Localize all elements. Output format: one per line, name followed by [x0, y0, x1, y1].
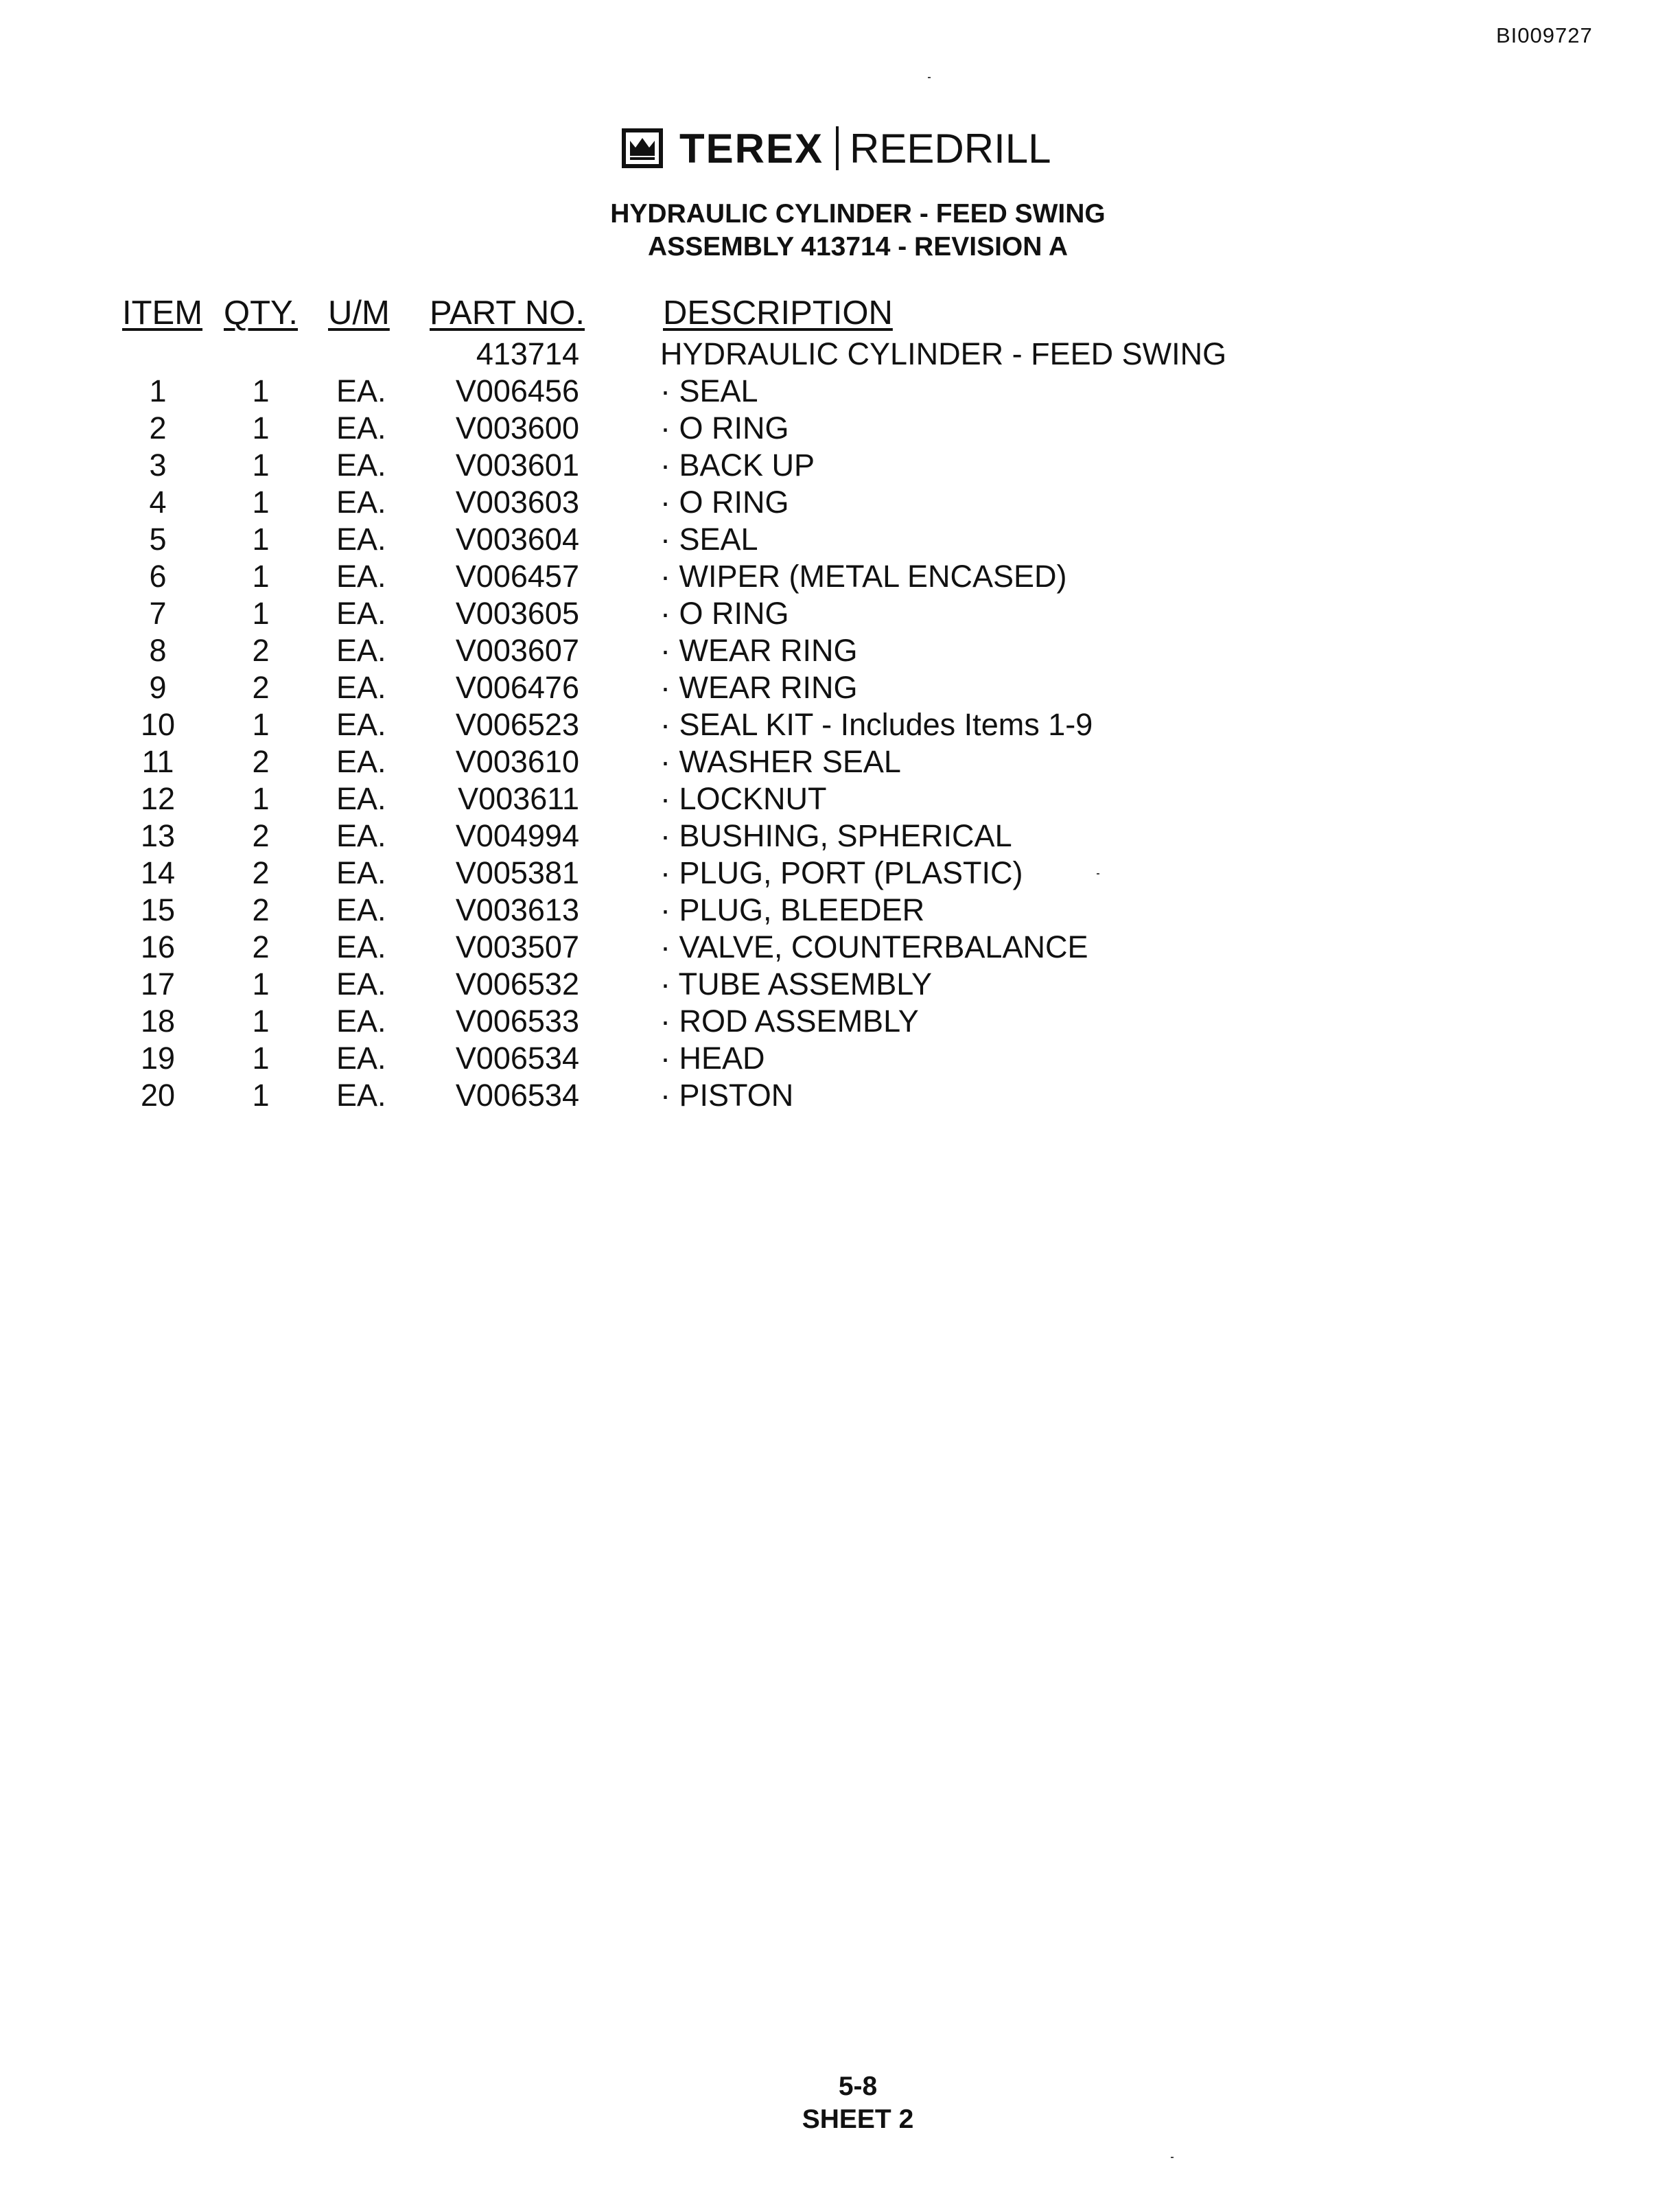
- part-number: V006533: [455, 1004, 579, 1039]
- unit-of-measure: EA.: [336, 929, 386, 964]
- part-description: · O RING: [660, 410, 789, 445]
- unit-of-measure: EA.: [336, 1041, 386, 1076]
- quantity: 2: [252, 892, 270, 927]
- item-number: 16: [140, 929, 176, 964]
- header-qty: QTY.: [224, 294, 299, 332]
- unit-of-measure: EA.: [336, 966, 386, 1001]
- page-subtitle: ASSEMBLY 413714 - REVISION A: [648, 232, 1068, 262]
- quantity: 1: [252, 1004, 270, 1039]
- quantity: 2: [252, 855, 270, 890]
- part-number: V003601: [455, 448, 579, 483]
- item-number: 14: [140, 855, 176, 890]
- table-row: [0, 966, 1680, 1004]
- table-row: [0, 448, 1680, 485]
- unit-of-measure: EA.: [336, 892, 386, 927]
- part-number: V006534: [455, 1041, 579, 1076]
- quantity: 1: [252, 596, 270, 631]
- header-item: ITEM: [122, 294, 203, 332]
- unit-of-measure: EA.: [336, 522, 386, 557]
- item-number: 11: [141, 744, 174, 779]
- quantity: 2: [252, 633, 270, 668]
- item-number: 18: [140, 1004, 176, 1039]
- part-number: V003605: [455, 596, 579, 631]
- unit-of-measure: EA.: [336, 410, 386, 445]
- item-number: 7: [149, 596, 167, 631]
- part-number: V006456: [455, 373, 579, 408]
- unit-of-measure: EA.: [336, 373, 386, 408]
- page-number: 5-8: [838, 2072, 878, 2101]
- part-number: V003604: [455, 522, 579, 557]
- table-row: [0, 1004, 1680, 1041]
- part-description: · HEAD: [660, 1041, 765, 1076]
- table-row: [0, 485, 1680, 522]
- part-description: · WASHER SEAL: [660, 744, 901, 779]
- item-number: 10: [140, 707, 176, 742]
- part-description: · PLUG, PORT (PLASTIC): [660, 855, 1023, 890]
- table-row: [0, 744, 1680, 781]
- unit-of-measure: EA.: [336, 596, 386, 631]
- terex-crown-icon: [622, 128, 663, 168]
- part-description: · ROD ASSEMBLY: [660, 1004, 919, 1039]
- item-number: 19: [140, 1041, 176, 1076]
- sheet-number: SHEET 2: [802, 2105, 914, 2134]
- table-row: [0, 855, 1680, 892]
- quantity: 1: [252, 1041, 270, 1076]
- table-row: [0, 1078, 1680, 1115]
- part-number: V003610: [455, 744, 579, 779]
- quantity: 1: [252, 485, 270, 520]
- document-id: BI009727: [1496, 23, 1593, 47]
- item-number: 15: [140, 892, 176, 927]
- item-number: 12: [140, 781, 176, 816]
- unit-of-measure: EA.: [336, 633, 386, 668]
- part-description: · SEAL KIT - Includes Items 1-9: [660, 707, 1093, 742]
- unit-of-measure: EA.: [336, 670, 386, 705]
- quantity: 1: [252, 1078, 270, 1113]
- table-row: [0, 929, 1680, 966]
- item-number: 20: [140, 1078, 176, 1113]
- table-row: [0, 410, 1680, 448]
- quantity: 2: [252, 929, 270, 964]
- quantity: 1: [252, 410, 270, 445]
- part-number: V003603: [455, 485, 579, 520]
- item-number: 3: [149, 448, 167, 483]
- quantity: 1: [252, 781, 270, 816]
- table-row: [0, 633, 1680, 670]
- item-number: 8: [149, 633, 167, 668]
- quantity: 1: [252, 522, 270, 557]
- brand-logo: [622, 122, 1051, 174]
- unit-of-measure: EA.: [336, 707, 386, 742]
- brand-secondary: REEDRILL: [850, 125, 1051, 172]
- part-number: V006457: [455, 559, 579, 594]
- table-row: [0, 1041, 1680, 1078]
- part-number: V003600: [455, 410, 579, 445]
- assembly-part-no: 413714: [476, 336, 579, 371]
- unit-of-measure: EA.: [336, 781, 386, 816]
- quantity: 2: [252, 818, 270, 853]
- scan-speck: [1171, 2157, 1174, 2158]
- part-description: · BACK UP: [660, 448, 815, 483]
- part-description: · PLUG, BLEEDER: [660, 892, 925, 927]
- part-description: · TUBE ASSEMBLY: [660, 966, 932, 1001]
- part-number: V003611: [458, 781, 579, 816]
- part-description: · VALVE, COUNTERBALANCE: [660, 929, 1088, 964]
- item-number: 4: [149, 485, 167, 520]
- unit-of-measure: EA.: [336, 448, 386, 483]
- part-description: · WIPER (METAL ENCASED): [660, 559, 1067, 594]
- item-number: 17: [140, 966, 176, 1001]
- item-number: 5: [149, 522, 167, 557]
- part-number: V006534: [455, 1078, 579, 1113]
- part-description: · WEAR RING: [660, 633, 858, 668]
- part-description: · PISTON: [660, 1078, 794, 1113]
- part-number: V003507: [455, 929, 579, 964]
- quantity: 1: [252, 966, 270, 1001]
- quantity: 2: [252, 670, 270, 705]
- assembly-row: [0, 336, 1680, 373]
- part-description: · BUSHING, SPHERICAL: [660, 818, 1012, 853]
- unit-of-measure: EA.: [336, 818, 386, 853]
- quantity: 1: [252, 559, 270, 594]
- unit-of-measure: EA.: [336, 559, 386, 594]
- table-row: [0, 559, 1680, 596]
- quantity: 1: [252, 707, 270, 742]
- part-description: · LOCKNUT: [660, 781, 827, 816]
- part-number: V006476: [455, 670, 579, 705]
- table-row: [0, 707, 1680, 744]
- quantity: 1: [252, 373, 270, 408]
- quantity: 1: [252, 448, 270, 483]
- table-row: [0, 892, 1680, 929]
- quantity: 2: [252, 744, 270, 779]
- header-part-no: PART NO.: [430, 294, 585, 332]
- brand-primary: TEREX: [679, 125, 824, 172]
- table-row: [0, 818, 1680, 855]
- item-number: 2: [149, 410, 167, 445]
- part-description: · O RING: [660, 596, 789, 631]
- unit-of-measure: EA.: [336, 485, 386, 520]
- unit-of-measure: EA.: [336, 1004, 386, 1039]
- table-row: [0, 373, 1680, 410]
- part-description: · O RING: [660, 485, 789, 520]
- page-title: HYDRAULIC CYLINDER - FEED SWING: [610, 199, 1106, 229]
- part-number: V006532: [455, 966, 579, 1001]
- part-description: · SEAL: [660, 522, 758, 557]
- part-number: V003607: [455, 633, 579, 668]
- header-um: U/M: [328, 294, 390, 332]
- part-description: · WEAR RING: [660, 670, 858, 705]
- part-number: V005381: [455, 855, 579, 890]
- unit-of-measure: EA.: [336, 855, 386, 890]
- part-number: V004994: [455, 818, 579, 853]
- table-row: [0, 596, 1680, 633]
- unit-of-measure: EA.: [336, 1078, 386, 1113]
- item-number: 13: [140, 818, 176, 853]
- item-number: 9: [149, 670, 167, 705]
- table-row: [0, 781, 1680, 818]
- item-number: 6: [149, 559, 167, 594]
- brand-divider: [836, 126, 839, 170]
- table-row: [0, 522, 1680, 559]
- scan-speck: [928, 77, 931, 78]
- assembly-description: HYDRAULIC CYLINDER - FEED SWING: [660, 336, 1227, 371]
- item-number: 1: [149, 373, 167, 408]
- part-number: V003613: [455, 892, 579, 927]
- part-description: · SEAL: [660, 373, 758, 408]
- part-number: V006523: [455, 707, 579, 742]
- unit-of-measure: EA.: [336, 744, 386, 779]
- header-description: DESCRIPTION: [663, 294, 893, 332]
- table-row: [0, 670, 1680, 707]
